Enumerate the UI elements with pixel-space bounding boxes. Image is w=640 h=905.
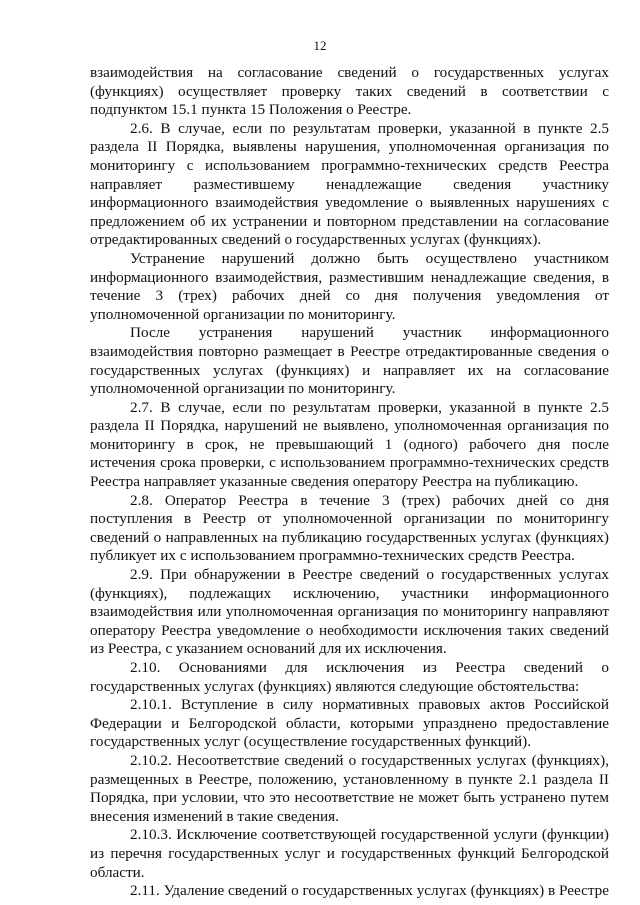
- paragraph-2-6: 2.6. В случае, если по результатам проверки, указанной в пункте 2.5 раздела II Порядка, выявлены нарушения, уполномоченная организация по мониторингу с использованием программно-технических средств Реестра направляет разместившему ненадлежащие сведения участнику информационного взаимодействия уведомление о выявленных нарушениях с предложением об их устранении и повторном представлении на согласование отредактированных сведений о государственных услугах (функциях).: [90, 119, 609, 249]
- paragraph-2-10: 2.10. Основаниями для исключения из Реестра сведений о государственных услугах (функциях) являются следующие обстоятельства:: [90, 659, 609, 695]
- paragraph-violation-fix: Устранение нарушений должно быть осуществлено участником информационного взаимодействия, разместившим ненадлежащие сведения, в течение 3 (трех) рабочих дней со дня получения уведомления от уполномоченной организации по мониторингу.: [90, 249, 609, 323]
- paragraph-2-10-1: 2.10.1. Вступление в силу нормативных правовых актов Российской Федерации и Белгородской области, которыми упразднено предоставление государственных услуг (осуществление государственных функций).: [90, 696, 609, 751]
- document-body: [90, 64, 609, 901]
- paragraph-2-9: 2.9. При обнаружении в Реестре сведений о государственных услугах (функциях), подлежащих исключению, участники информационного взаимодействия или уполномоченная организация по мониторингу направляют оператору Реестра уведомление о необходимости исключения таких сведений из Реестра, с указанием оснований для их исключения.: [90, 566, 609, 658]
- paragraph-2-10-3: 2.10.3. Исключение соответствующей государственной услуги (функции) из перечня государственных услуг и государственных функций Белгородской области.: [90, 826, 609, 881]
- paragraph-2-11: 2.11. Удаление сведений о государственных услугах (функциях) в Реестре: [130, 882, 609, 900]
- paragraph-2-10-2: 2.10.2. Несоответствие сведений о государственных услугах (функциях), размещенных в Реестре, положению, установленному в пункте 2.1 раздела II Порядка, при условии, что это несоответствие не может быть устранено путем внесения изменений в такие сведения.: [90, 751, 609, 825]
- paragraph-2-8: 2.8. Оператор Реестра в течение 3 (трех) рабочих дней со дня поступления в Реестр от уполномоченной организации по мониторингу сведений о направленных на публикацию государственных услугах (функциях) публикует их с использованием программно-технических средств Реестра.: [90, 491, 609, 565]
- page-number: 12: [313, 38, 327, 53]
- paragraph-after-fix: После устранения нарушений участник информационного взаимодействия повторно размещает в Реестре отредактированные сведения о государственных услугах (функциях) и направляет их на согласование уполномоченной организации по мониторингу.: [90, 324, 609, 398]
- paragraph-continuation: взаимодействия на согласование сведений о государственных услугах (функциях) осуществляет проверку таких сведений в соответствии с подпунктом 15.1 пункта 15 Положения о Реестре.: [90, 64, 609, 119]
- paragraph-2-7: 2.7. В случае, если по результатам проверки, указанной в пункте 2.5 раздела II Порядка, нарушений не выявлено, уполномоченная организация по мониторингу в срок, не превышающий 1 (одного) рабочего дня после истечения срока проверки, с использованием программно-технических средств Реестра направляет указанные сведения оператору Реестра на публикацию.: [90, 398, 609, 491]
